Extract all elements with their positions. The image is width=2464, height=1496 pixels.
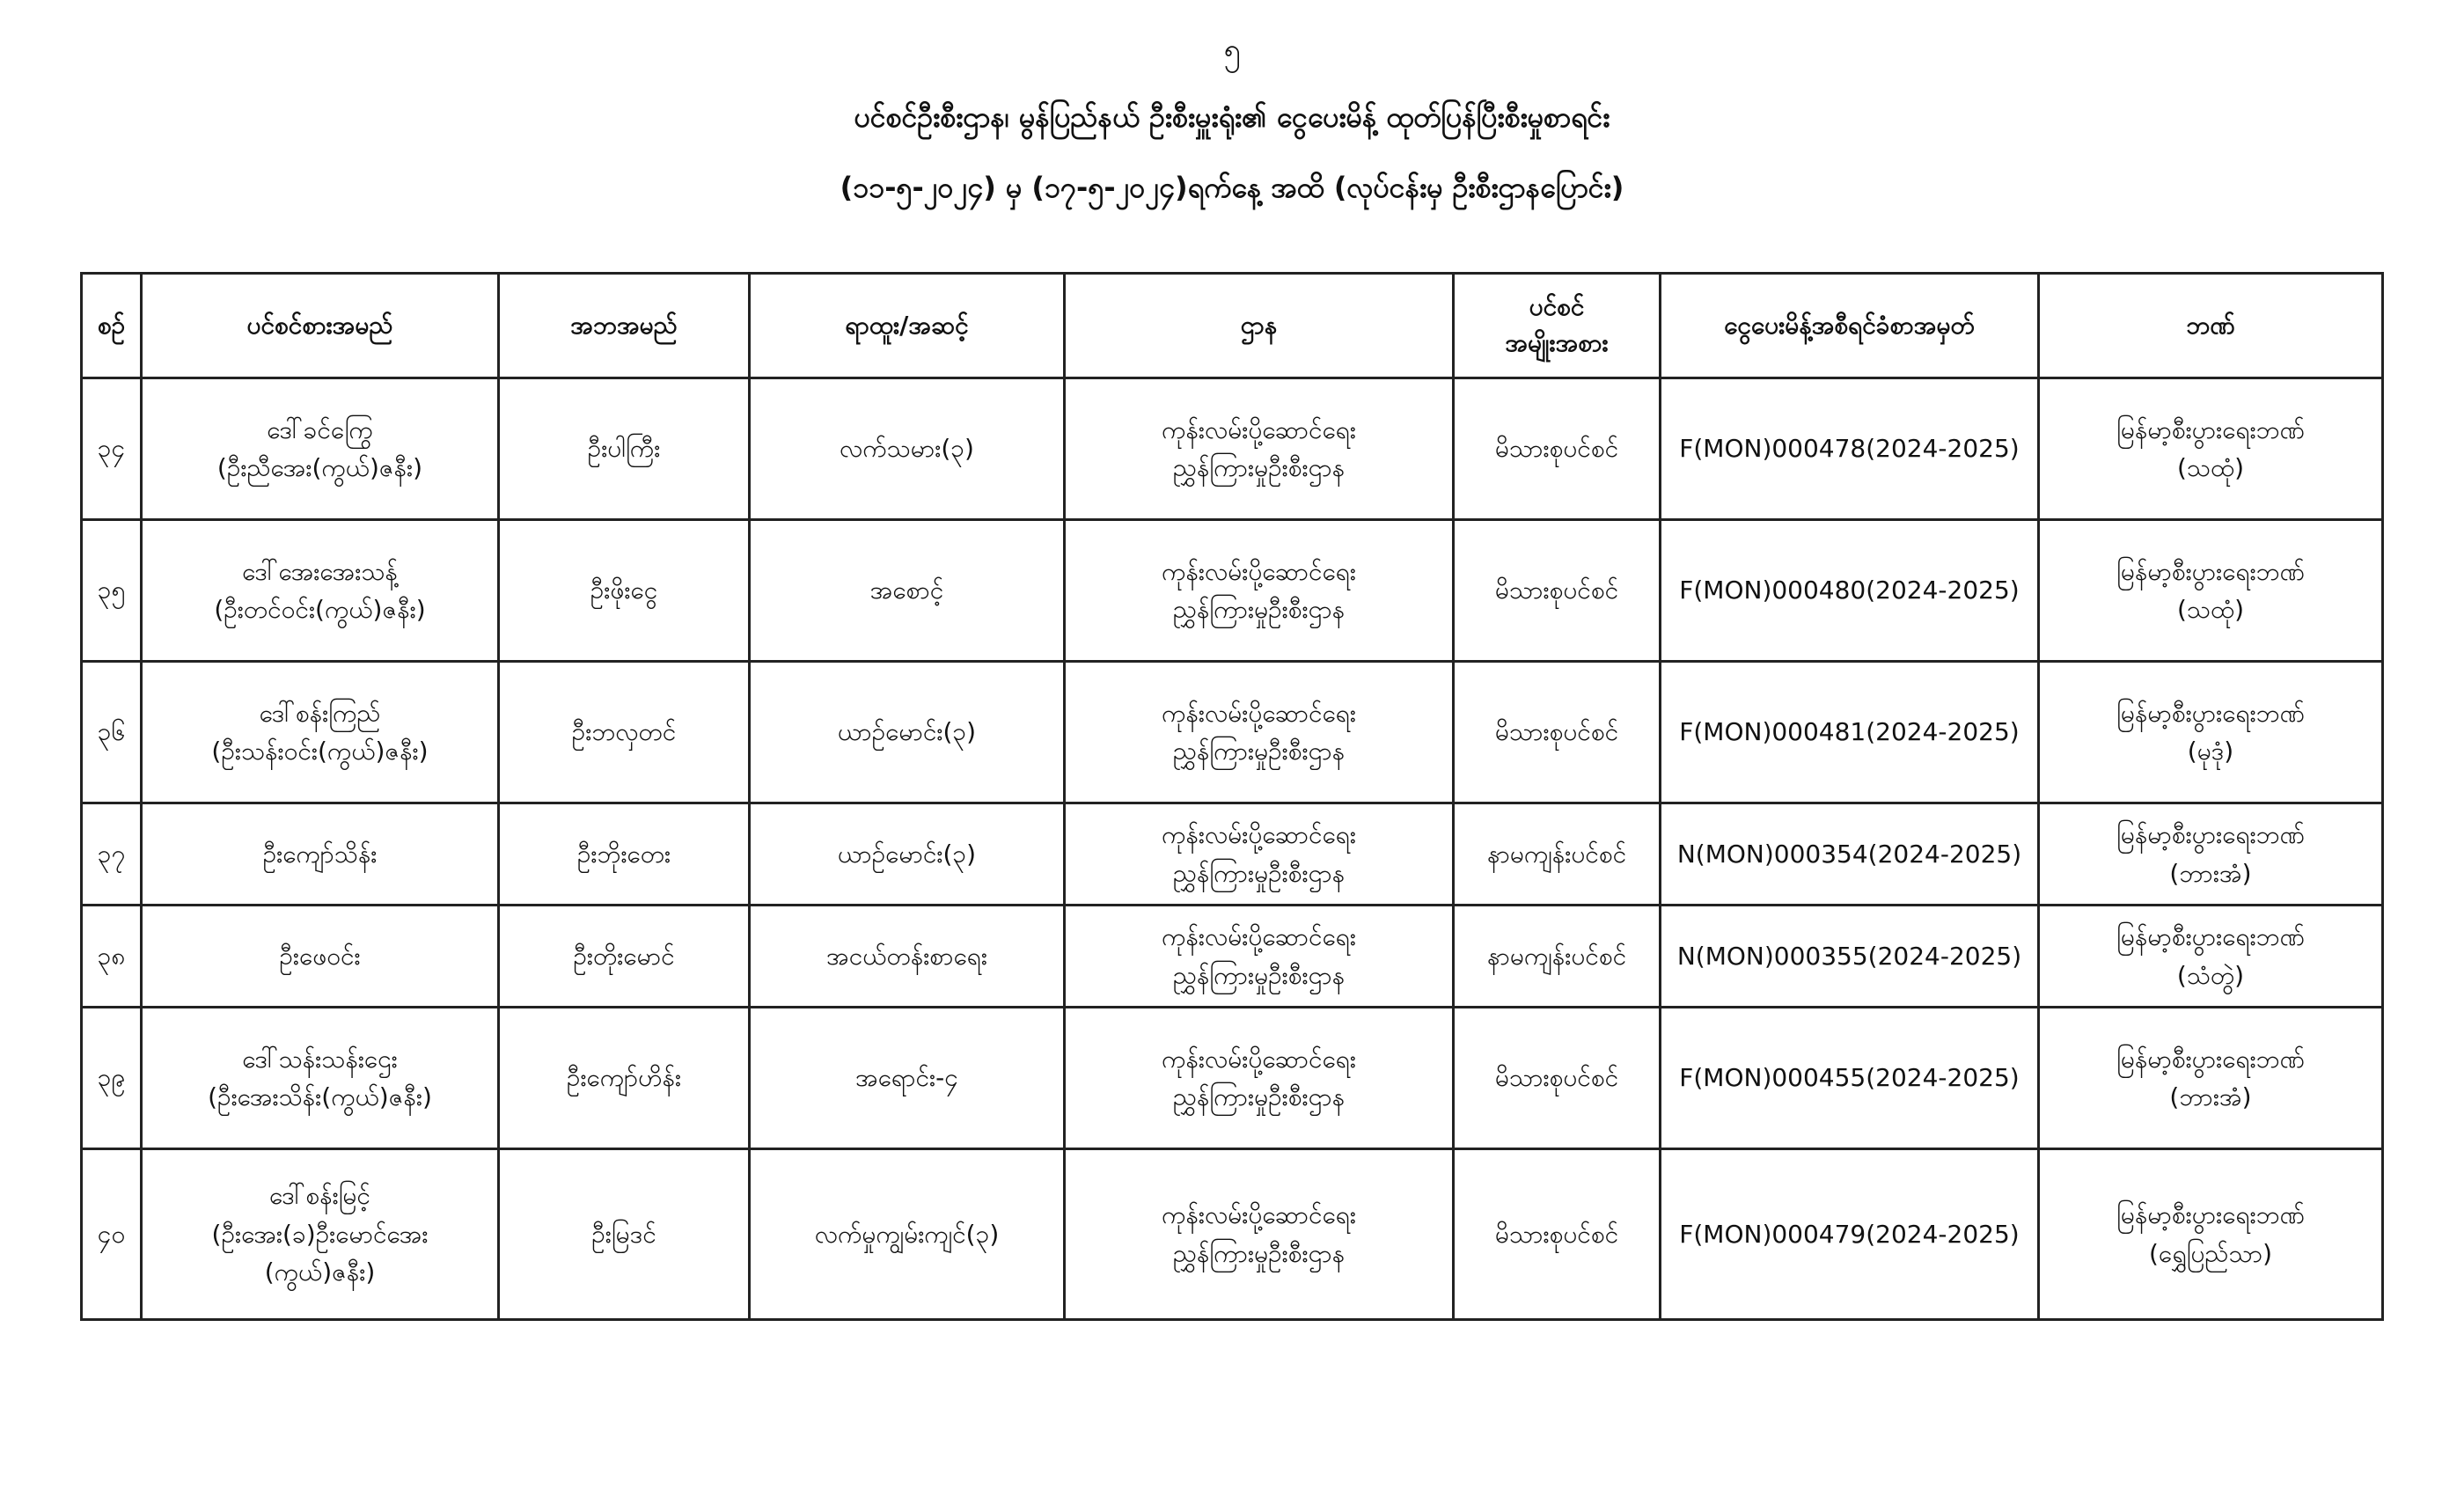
cell-order-number: F(MON)000480(2024-2025) [1661, 520, 2039, 662]
cell-order-number: F(MON)000481(2024-2025) [1661, 662, 2039, 803]
pensioner-name-line-2: (ဦးတင်ဝင်း(ကွယ်)ဇနီး) [214, 595, 426, 624]
department-line-1: ကုန်းလမ်းပို့ဆောင်ရေး [1162, 556, 1356, 586]
cell-department [1065, 1008, 1454, 1149]
bank-line-1: မြန်မာ့စီးပွားရေးဘဏ် [2116, 1044, 2305, 1074]
header-no: စဉ် [82, 274, 142, 378]
bank-line-2: (သထုံ) [2177, 595, 2244, 624]
table-row [82, 378, 2383, 520]
cell-pension-type: မိသားစုပင်စင် [1454, 1149, 1661, 1320]
cell-order-number: F(MON)000478(2024-2025) [1661, 378, 2039, 520]
department-line-1: ကုန်းလမ်းပို့ဆောင်ရေး [1162, 1044, 1356, 1074]
cell-pension-type: မိသားစုပင်စင် [1454, 1008, 1661, 1149]
bank-line-1: မြန်မာ့စီးပွားရေးဘဏ် [2116, 556, 2305, 586]
pensioner-name-line-1: ဒေါ်စန်းကြည် [259, 698, 381, 728]
cell-rank: အငယ်တန်းစာရေး [750, 906, 1065, 1008]
cell-pensioner-name [142, 1008, 499, 1149]
header-rank: ရာထူး/အဆင့် [750, 274, 1065, 378]
cell-father-name: ဦးဘလှတင် [499, 662, 750, 803]
cell-bank [2039, 520, 2383, 662]
pensioner-name-line-2: (ဦးအေး(ခ)ဦးမောင်အေး [211, 1219, 429, 1249]
department-line-2: ညွှန်ကြားမှုဦးစီးဌာန [1172, 1082, 1346, 1111]
cell-bank [2039, 906, 2383, 1008]
pensioner-name-line-1: ဦးဖေဝင်း [279, 941, 361, 971]
cell-no: ၃၈ [82, 906, 142, 1008]
cell-pensioner-name [142, 662, 499, 803]
department-line-2: ညွှန်ကြားမှုဦးစီးဌာန [1172, 960, 1346, 990]
cell-father-name: ဦးကျော်ဟိန်း [499, 1008, 750, 1149]
pensioner-name-line-1: ဦးကျော်သိန်း [262, 839, 378, 869]
cell-department [1065, 662, 1454, 803]
cell-no: ၃၇ [82, 803, 142, 906]
pensioner-name-line-1: ဒေါ်အေးအေးသန့် [242, 556, 398, 586]
cell-bank [2039, 1149, 2383, 1320]
cell-order-number: N(MON)000354(2024-2025) [1661, 803, 2039, 906]
header-pension-type-line-2: အမျိုးအစား [1505, 328, 1609, 357]
department-line-1: ကုန်းလမ်းပို့ဆောင်ရေး [1162, 820, 1356, 850]
bank-line-2: (ရွှေပြည်သာ) [2149, 1238, 2272, 1268]
bank-line-2: (မုဒုံ) [2187, 737, 2234, 766]
document-title: ပင်စင်ဦးစီးဌာန၊ မွန်ပြည်နယ် ဦးစီးမှူးရုံး၏ ငွေပေးမိန့် ထုတ်ပြန်ပြီးစီးမှုစာရင်း [854, 100, 1610, 134]
table-row [82, 906, 2383, 1008]
document-subtitle-period: (၁၁-၅-၂၀၂၄) မှ (၁၇-၅-၂၀၂၄)ရက်နေ့ အထိ (လုပ်ငန်းမှ ဦးစီးဌာနပြောင်း) [840, 171, 1624, 204]
table-row [82, 662, 2383, 803]
cell-department [1065, 803, 1454, 906]
bank-line-1: မြန်မာ့စီးပွားရေးဘဏ် [2116, 698, 2305, 728]
cell-department [1065, 906, 1454, 1008]
cell-pensioner-name [142, 378, 499, 520]
bank-line-2: (ဘားအံ) [2169, 1082, 2252, 1111]
pensioner-name-line-1: ဒေါ်စန်းမြင့် [269, 1181, 370, 1211]
cell-pension-type: နာမကျန်းပင်စင် [1454, 803, 1661, 906]
cell-no: ၃၆ [82, 662, 142, 803]
cell-pensioner-name [142, 803, 499, 906]
header-pension-type-line-1: ပင်စင် [1529, 292, 1585, 322]
cell-no: ၃၉ [82, 1008, 142, 1149]
bank-line-1: မြန်မာ့စီးပွားရေးဘဏ် [2116, 414, 2305, 444]
cell-pension-type: မိသားစုပင်စင် [1454, 378, 1661, 520]
bank-line-2: (သံတွဲ) [2176, 960, 2245, 990]
header-pension-type [1454, 274, 1661, 378]
cell-father-name: ဦးပါကြီး [499, 378, 750, 520]
header-department: ဌာန [1065, 274, 1454, 378]
pensioner-name-line-1: ဒေါ်ခင်ကြွေ [267, 414, 373, 444]
cell-rank: လက်မှုကျွမ်းကျင်(၃) [750, 1149, 1065, 1320]
cell-order-number: N(MON)000355(2024-2025) [1661, 906, 2039, 1008]
department-line-2: ညွှန်ကြားမှုဦးစီးဌာန [1172, 1238, 1346, 1268]
cell-bank [2039, 378, 2383, 520]
department-line-1: ကုန်းလမ်းပို့ဆောင်ရေး [1162, 414, 1356, 444]
pensioner-name-line-2: (ဦးသန်းဝင်း(ကွယ်)ဇနီး) [211, 737, 429, 766]
table-header-row [82, 274, 2383, 378]
department-line-1: ကုန်းလမ်းပို့ဆောင်ရေး [1162, 698, 1356, 728]
cell-father-name: ဦးမြဒင် [499, 1149, 750, 1320]
department-line-2: ညွှန်ကြားမှုဦးစီးဌာန [1172, 737, 1346, 766]
cell-bank [2039, 662, 2383, 803]
cell-no: ၄၀ [82, 1149, 142, 1320]
department-line-1: ကုန်းလမ်းပို့ဆောင်ရေး [1162, 1200, 1356, 1230]
cell-rank: အရောင်း-၄ [750, 1008, 1065, 1149]
table-row [82, 1149, 2383, 1320]
pensioner-name-line-2: (ဦးအေးသိန်း(ကွယ်)ဇနီး) [208, 1082, 432, 1111]
cell-rank: လက်သမား(၃) [750, 378, 1065, 520]
cell-rank: ယာဉ်မောင်း(၃) [750, 803, 1065, 906]
header-order-number: ငွေပေးမိန့်အစီရင်ခံစာအမှတ် [1661, 274, 2039, 378]
bank-line-1: မြန်မာ့စီးပွားရေးဘဏ် [2116, 820, 2305, 850]
department-line-2: ညွှန်ကြားမှုဦးစီးဌာန [1172, 858, 1346, 888]
cell-pension-type: နာမကျန်းပင်စင် [1454, 906, 1661, 1008]
cell-no: ၃၄ [82, 378, 142, 520]
department-line-2: ညွှန်ကြားမှုဦးစီးဌာန [1172, 595, 1346, 624]
bank-line-2: (သထုံ) [2177, 453, 2244, 482]
header-bank: ဘဏ် [2039, 274, 2383, 378]
department-line-2: ညွှန်ကြားမှုဦးစီးဌာန [1172, 453, 1346, 482]
cell-pension-type: မိသားစုပင်စင် [1454, 662, 1661, 803]
cell-bank [2039, 803, 2383, 906]
cell-father-name: ဦးတိုးမောင် [499, 906, 750, 1008]
cell-rank: အစောင့် [750, 520, 1065, 662]
pension-order-table [80, 272, 2384, 1321]
cell-father-name: ဦးဖိုးငွေ [499, 520, 750, 662]
cell-department [1065, 378, 1454, 520]
cell-order-number: F(MON)000479(2024-2025) [1661, 1149, 2039, 1320]
pensioner-name-line-2: (ဦးညီအေး(ကွယ်)ဇနီး) [216, 453, 423, 482]
cell-father-name: ဦးဘိုးတေး [499, 803, 750, 906]
cell-department [1065, 1149, 1454, 1320]
cell-bank [2039, 1008, 2383, 1149]
page-number: ၅ [1223, 33, 1241, 68]
table-row [82, 1008, 2383, 1149]
pensioner-name-line-3: (ကွယ်)ဇနီး) [264, 1258, 376, 1287]
table-row [82, 803, 2383, 906]
pensioner-name-line-1: ဒေါ်သန်းသန်းဌေး [242, 1044, 398, 1074]
table-row [82, 520, 2383, 662]
cell-order-number: F(MON)000455(2024-2025) [1661, 1008, 2039, 1149]
bank-line-1: မြန်မာ့စီးပွားရေးဘဏ် [2116, 1200, 2305, 1230]
cell-pension-type: မိသားစုပင်စင် [1454, 520, 1661, 662]
header-father-name: အဘအမည် [499, 274, 750, 378]
cell-pensioner-name [142, 906, 499, 1008]
header-pensioner-name: ပင်စင်စားအမည် [142, 274, 499, 378]
bank-line-2: (ဘားအံ) [2169, 858, 2252, 888]
department-line-1: ကုန်းလမ်းပို့ဆောင်ရေး [1162, 922, 1356, 952]
bank-line-1: မြန်မာ့စီးပွားရေးဘဏ် [2116, 922, 2305, 952]
cell-no: ၃၅ [82, 520, 142, 662]
cell-rank: ယာဉ်မောင်း(၃) [750, 662, 1065, 803]
cell-department [1065, 520, 1454, 662]
cell-pensioner-name [142, 520, 499, 662]
cell-pensioner-name [142, 1149, 499, 1320]
